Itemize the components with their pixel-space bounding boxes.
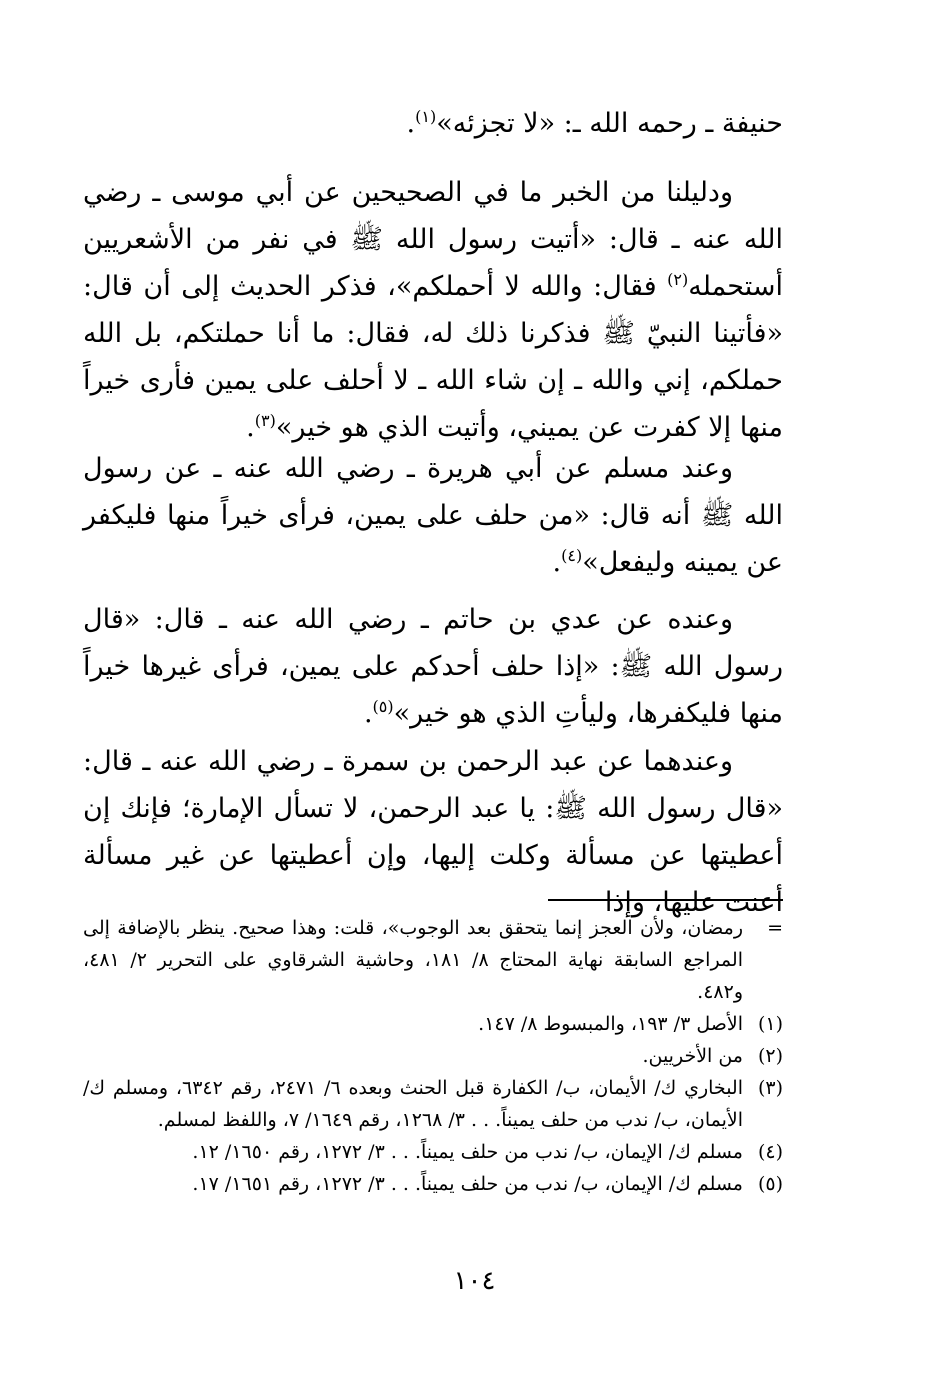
footnote-ref: (١) [415, 107, 437, 126]
paragraph-end: . [552, 547, 562, 578]
paragraph-text-continued: فقال: والله لا أحملكم»، فذكر الحديث إلى أن قال: «فأتينا النبيّ ﷺ فذكرنا ذلك له، فقال: ما أنا حملتكم، بل الله حملكم، إني والله ـ إن شاء الله ـ لا أحلف على يمين فأرى خيراً منها إلا كفرت عن يميني، وأتيت الذي هو خير» [83, 271, 783, 443]
paragraph-text: وعنده عن عدي بن حاتم ـ رضي الله عنه ـ قال: «قال رسول الله ﷺ: «إذا حلف أحدكم على يمين، فرأى غيرها خيراً منها فليكفرها، وليأتِ الذي هو خير» [83, 604, 783, 729]
paragraph-abu-musa [83, 162, 783, 451]
paragraph-text: وعند مسلم عن أبي هريرة ـ رضي الله عنه ـ عن رسول الله ﷺ أنه قال: «من حلف على يمين، فرأى خيراً منها فليكفر عن يمينه وليفعل» [83, 453, 783, 578]
paragraph-end: . [363, 698, 373, 729]
paragraph-text: ودليلنا من الخبر ما في الصحيحين عن أبي موسى ـ رضي الله عنه ـ قال: «أتيت رسول الله ﷺ في نفر من الأشعريين أستحمله [83, 177, 783, 302]
paragraph-end: . [246, 412, 255, 443]
footnote-text: مسلم ك/ الإيمان، ب/ ندب من حلف يميناً. . . ٣/ ١٢٧٢، رقم ١٦٥٠/ ١٢. [192, 1141, 743, 1163]
paragraph-abu-hurayra [83, 438, 783, 586]
page-number: ١٠٤ [453, 1266, 496, 1296]
footnote-4 [83, 1136, 783, 1168]
footnote-continued [83, 912, 783, 1008]
footnote-ref: (٣) [254, 411, 276, 430]
footnote-ref: (٥) [372, 697, 394, 716]
paragraph-text: حنيفة ـ رحمه الله ـ: «لا تجزئه» [436, 108, 783, 139]
paragraph-end: . [406, 108, 416, 139]
footnote-ref: (٢) [667, 270, 689, 289]
footnote-ref: (٤) [561, 546, 583, 565]
footnote-divider [548, 899, 783, 901]
paragraph-text: وعندهما عن عبد الرحمن بن سمرة ـ رضي الله عنه ـ قال: «قال رسول الله ﷺ: يا عبد الرحمن، لا تسأل الإمارة؛ فإنك إن أعطيتها عن مسألة وكلت إليها، وإن أعطيتها عن غير مسألة أعنت عليها، وإذا [83, 746, 783, 918]
footnote-mark: = [767, 917, 783, 939]
paragraph-continuation [83, 100, 783, 147]
footnote-2 [83, 1040, 783, 1072]
footnote-mark: (١) [757, 1013, 783, 1035]
footnote-mark: (٥) [757, 1173, 783, 1195]
footnote-1 [83, 1008, 783, 1040]
footnote-text: البخاري ك/ الأيمان، ب/ الكفارة قبل الحنث وبعده ٦/ ٢٤٧١، رقم ٦٣٤٢، ومسلم ك/ الأيمان، ب/ ندب من حلف يميناً. . . ٣/ ١٢٦٨، رقم ١٦٤٩/ ٧، واللفظ لمسلم. [83, 1077, 744, 1131]
footnote-mark: (٢) [757, 1045, 783, 1067]
paragraph-adi-ibn-hatim [83, 589, 783, 737]
footnote-3 [83, 1072, 783, 1136]
paragraph-abd-al-rahman [83, 731, 783, 926]
footnote-text: رمضان، ولأن العجز إنما يتحقق بعد الوجوب»، قلت: وهذا صحيح. ينظر بالإضافة إلى المراجع السابقة نهاية المحتاج ٨/ ١٨١، وحاشية الشرقاوي على التحرير ٢/ ٤٨١، و٤٨٢. [83, 917, 743, 1003]
footnote-text: مسلم ك/ الإيمان، ب/ ندب من حلف يميناً. . . ٣/ ١٢٧٢، رقم ١٦٥١/ ١٧. [192, 1173, 743, 1195]
footnote-text: من الأخريين. [642, 1045, 743, 1067]
footnote-5 [83, 1168, 783, 1200]
footnotes-section [83, 912, 783, 1200]
footnote-mark: (٤) [757, 1141, 783, 1163]
footnote-text: الأصل ٣/ ١٩٣، والمبسوط ٨/ ١٤٧. [478, 1013, 743, 1035]
footnote-mark: (٣) [757, 1077, 783, 1099]
